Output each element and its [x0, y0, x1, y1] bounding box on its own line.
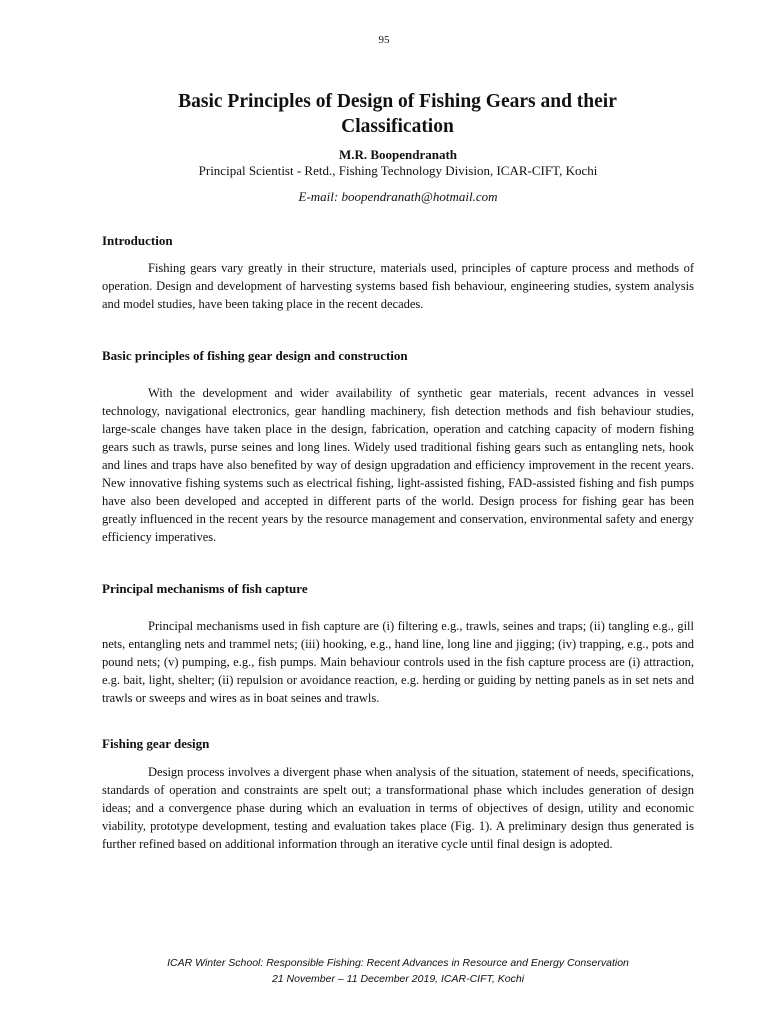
footer-line-2: 21 November – 11 December 2019, ICAR-CIFT, Kochi — [271, 973, 525, 985]
section-paragraph-introduction: Fishing gears vary greatly in their structure, materials used, principles of capture process and methods of operation. Design and development of harvesting systems based fish behaviour, engineering studies, system analysis and model studies, have been taking place in the recent decades. — [102, 261, 694, 311]
section-heading-gear-design: Fishing gear design — [102, 736, 210, 751]
footer-line-1: ICAR Winter School: Responsible Fishing: Recent Advances in Resource and Energy Conservation — [167, 957, 629, 969]
section-paragraph-gear-design: Design process involves a divergent phase when analysis of the situation, statement of needs, specifications, standards of operation and constraints are spelt out; a transformational phase which includes generation of design ideas; and a convergence phase during which an evaluation in terms of objectives of design, utility and economic viability, prototype development, testing and evaluation takes place (Fig. 1). A preliminary design thus generated is further refined based on additional information through an iterative cycle until final design is adopted. — [102, 765, 694, 851]
section-heading-design-principles: Basic principles of fishing gear design and construction — [102, 348, 408, 363]
author-affiliation: Principal Scientist - Retd., Fishing Technology Division, ICAR-CIFT, Kochi — [198, 163, 598, 178]
page-title: Basic Principles of Design of Fishing Gears and their Classification — [178, 91, 617, 137]
section-heading-capture-mechanisms: Principal mechanisms of fish capture — [102, 581, 308, 596]
page-number: 95 — [378, 34, 390, 46]
section-paragraph-design-principles: With the development and wider availability of synthetic gear materials, recent advances in vessel technology, navigational electronics, gear handling machinery, fish detection methods and fish behaviour studies, large-scale changes have taken place in the design, fabrication, operation and catching capacity of modern fishing gears such as trawls, purse seines and long lines. Widely used traditional fishing gears such as entangling nets, hook and lines and traps have also benefited by way of design upgradation and efficiency improvement in the recent years. New innovative fishing systems such as electrical fishing, light-assisted fishing, FAD-assisted fishing and fish pumps have also been developed and accepted in different parts of the world. Design process for fishing gear has been greatly influenced in the recent years by the resource management and conservation, environmental safety and energy efficiency imperatives. — [102, 386, 694, 544]
section-paragraph-capture-mechanisms: Principal mechanisms used in fish capture are (i) filtering e.g., trawls, seines and traps; (ii) tangling e.g., gill nets, entangling nets and trammel nets; (iii) hooking, e.g., hand line, long line and jigging; (iv) trapping, e.g., pots and pound nets; (v) pumping, e.g., fish pumps. Main behaviour controls used in the fish capture process are (i) attraction, e.g. bait, light, shelter; (ii) repulsion or avoidance reaction, e.g. herding or guiding by netting panels as in set nets and trawls or sweeps and wires as in boat seines and trawls. — [102, 619, 694, 705]
section-heading-introduction: Introduction — [102, 233, 173, 248]
author-email: E-mail: boopendranath@hotmail.com — [298, 189, 498, 204]
author-name: M.R. Boopendranath — [338, 147, 458, 162]
